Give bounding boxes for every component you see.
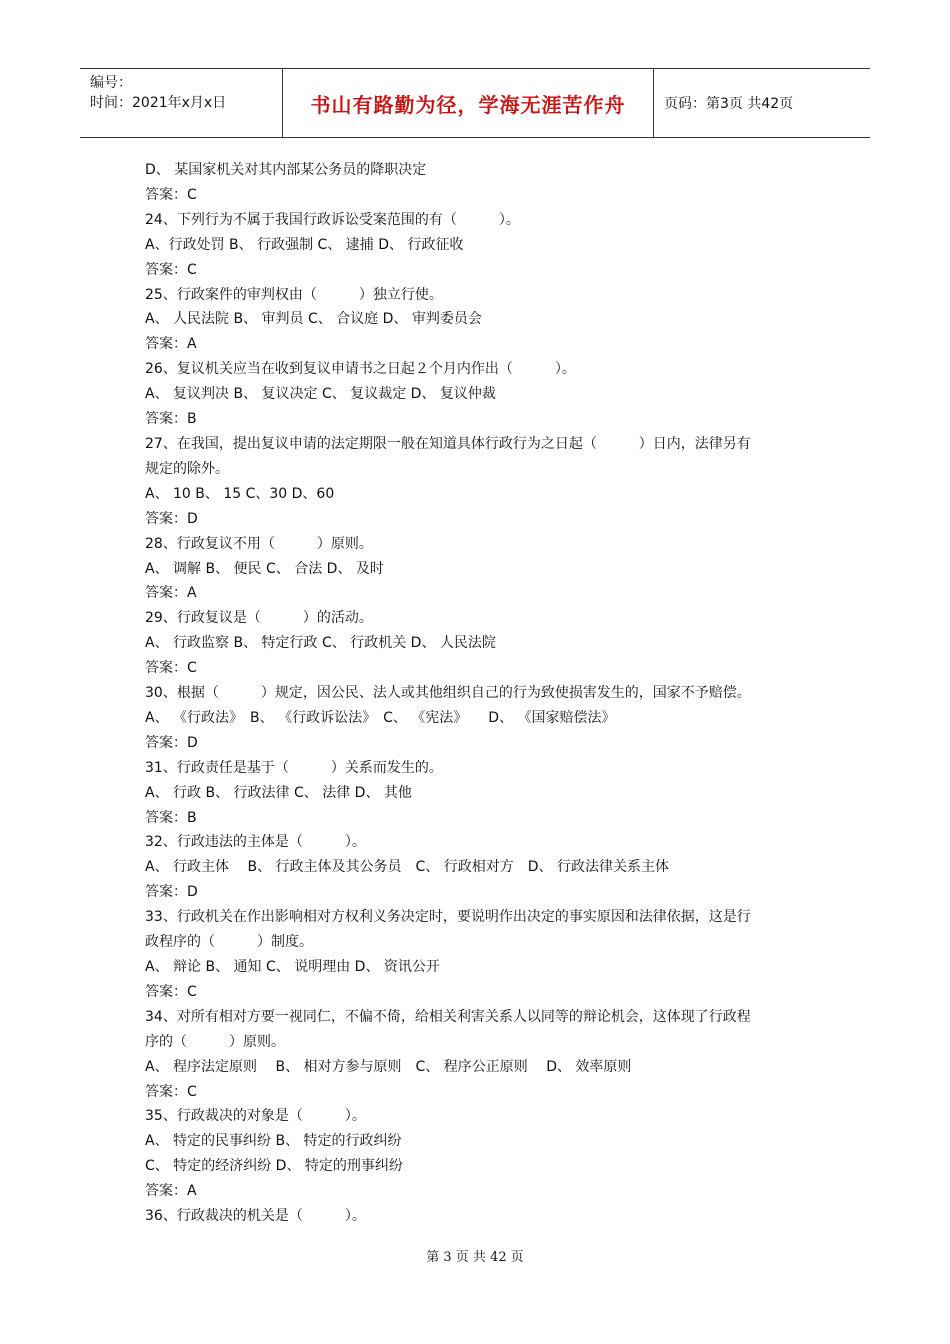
text-line: 答案：B: [145, 411, 197, 428]
text-line: 29、行政复议是（ ）的活动。: [145, 610, 373, 627]
text-line: A、 《行政法》 B、 《行政诉讼法》 C、 《宪法》 D、 《国家赔偿法》: [145, 709, 616, 726]
text-line: A、行政处罚 B、 行政强制 C、 逮捕 D、 行政征收: [145, 236, 464, 253]
text-line: A、 行政主体 B、 行政主体及其公务员 C、 行政相对方 D、 行政法律关系主体: [145, 859, 669, 876]
motto: 书山有路勤为径，学海无涯苦作舟: [310, 92, 626, 117]
text-line: 答案：D: [145, 510, 198, 527]
text-line: 33、行政机关在作出影响相对方权利义务决定时，要说明作出决定的事实原因和法律依据，这是行: [145, 909, 751, 926]
text-line: C、 特定的经济纠纷 D、 特定的刑事纠纷: [145, 1158, 403, 1175]
page-header: [80, 68, 870, 138]
text-line: A、 辩论 B、 通知 C、 说明理由 D、 资讯公开: [145, 959, 440, 975]
header-page-cell: [654, 69, 870, 137]
text-line: 35、行政裁决的对象是（ ）。: [145, 1108, 366, 1125]
text-line: 答案：D: [145, 734, 198, 751]
text-line: 答案：C: [145, 660, 197, 677]
text-line: 27、在我国，提出复议申请的法定期限一般在知道具体行政行为之日起（ ）日内，法律另有: [145, 435, 751, 452]
text-line: A、 调解 B、 便民 C、 合法 D、 及时: [145, 560, 384, 577]
text-line: 31、行政责任是基于（ ）关系而发生的。: [145, 759, 443, 776]
text-line: A、 10 B、 15 C、30 D、60: [145, 485, 335, 502]
header-meta: [80, 69, 282, 137]
text-line: 26、复议机关应当在收到复议申请书之日起２个月内作出（ ）。: [145, 361, 576, 378]
serial-label: 编号：: [90, 75, 132, 91]
text-line: 25、行政案件的审判权由（ ）独立行使。: [145, 286, 443, 303]
text-line: 答案：A: [145, 585, 197, 602]
text-line: A、 特定的民事纠纷 B、 特定的行政纠纷: [145, 1133, 402, 1150]
text-line: 答案：D: [145, 884, 198, 901]
header-motto-cell: [282, 69, 654, 137]
text-line: 34、对所有相对方要一视同仁，不偏不倚，给相关利害关系人以同等的辩论机会，这体现了行政程: [145, 1008, 751, 1025]
question-list: [145, 158, 810, 1229]
page-label: 页码：第3页 共42页: [664, 96, 794, 112]
text-line: 30、根据（ ）规定，因公民、法人或其他组织自己的行为致使损害发生的，国家不予赔偿。: [145, 685, 751, 702]
text-line: 36、行政裁决的机关是（ ）。: [145, 1208, 366, 1225]
text-line: 答案：C: [145, 983, 197, 1000]
text-line: 答案：A: [145, 336, 197, 353]
text-line: 答案：C: [145, 186, 197, 203]
text-line: 答案：C: [145, 261, 197, 278]
text-line: A、 复议判决 B、 复议决定 C、 复议裁定 D、 复议仲裁: [145, 386, 496, 403]
text-line: A、 行政监察 B、 特定行政 C、 行政机关 D、 人民法院: [145, 635, 496, 652]
page-footer: 第 3 页 共 42 页: [426, 1250, 524, 1265]
text-line: A、 程序法定原则 B、 相对方参与原则 C、 程序公正原则 D、 效率原则: [145, 1058, 632, 1075]
text-line: A、 人民法院 B、 审判员 C、 合议庭 D、 审判委员会: [145, 311, 482, 328]
text-line: 答案：A: [145, 1183, 197, 1200]
text-line: 32、行政违法的主体是（ ）。: [145, 834, 366, 851]
text-line: 政程序的（ ）制度。: [145, 934, 313, 951]
text-line: 序的（ ）原则。: [145, 1033, 285, 1050]
text-line: 24、下列行为不属于我国行政诉讼受案范围的有（ ）。: [145, 211, 520, 228]
text-line: D、 某国家机关对其内部某公务员的降职决定: [145, 162, 427, 178]
text-line: 答案：B: [145, 809, 197, 826]
text-line: A、 行政 B、 行政法律 C、 法律 D、 其他: [145, 784, 412, 801]
text-line: 答案：C: [145, 1083, 197, 1100]
date-label: 时间：2021年x月x日: [90, 95, 227, 111]
text-line: 28、行政复议不用（ ）原则。: [145, 535, 373, 552]
text-line: 规定的除外。: [145, 460, 229, 477]
